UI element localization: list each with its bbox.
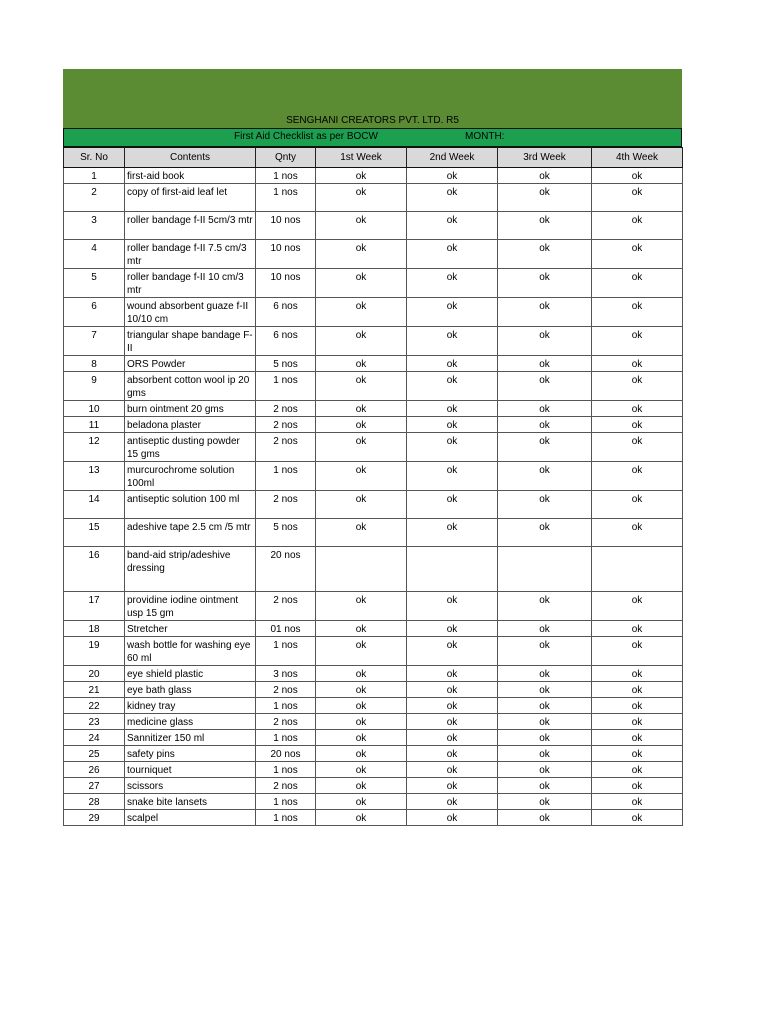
cell-contents: snake bite lansets bbox=[125, 794, 256, 810]
cell-sr-no: 24 bbox=[64, 730, 125, 746]
cell-week4: ok bbox=[592, 269, 683, 298]
table-row bbox=[64, 356, 683, 372]
table-row bbox=[64, 682, 683, 698]
cell-qnty: 2 nos bbox=[256, 682, 316, 698]
cell-week2: ok bbox=[407, 184, 498, 212]
cell-week1: ok bbox=[316, 666, 407, 682]
cell-week2: ok bbox=[407, 762, 498, 778]
cell-week4: ok bbox=[592, 746, 683, 762]
cell-week4: ok bbox=[592, 356, 683, 372]
cell-week3: ok bbox=[498, 794, 592, 810]
cell-week3: ok bbox=[498, 730, 592, 746]
cell-week3: ok bbox=[498, 762, 592, 778]
cell-week2: ok bbox=[407, 621, 498, 637]
cell-week3 bbox=[498, 547, 592, 592]
cell-qnty: 2 nos bbox=[256, 433, 316, 462]
cell-contents: adeshive tape 2.5 cm /5 mtr bbox=[125, 519, 256, 547]
cell-qnty: 1 nos bbox=[256, 637, 316, 666]
cell-week2: ok bbox=[407, 372, 498, 401]
table-row bbox=[64, 212, 683, 240]
table-row bbox=[64, 417, 683, 433]
cell-week2 bbox=[407, 547, 498, 592]
cell-contents: antiseptic solution 100 ml bbox=[125, 491, 256, 519]
cell-week3: ok bbox=[498, 240, 592, 269]
cell-week1: ok bbox=[316, 372, 407, 401]
cell-contents: scissors bbox=[125, 778, 256, 794]
cell-qnty: 6 nos bbox=[256, 298, 316, 327]
col-header-sr-no: Sr. No bbox=[64, 148, 125, 168]
table-row bbox=[64, 794, 683, 810]
cell-qnty: 1 nos bbox=[256, 462, 316, 491]
cell-week2: ok bbox=[407, 417, 498, 433]
table-row bbox=[64, 621, 683, 637]
cell-week3: ok bbox=[498, 714, 592, 730]
cell-contents: safety pins bbox=[125, 746, 256, 762]
cell-week1: ok bbox=[316, 519, 407, 547]
cell-week3: ok bbox=[498, 519, 592, 547]
checklist-title: First Aid Checklist as per BOCW bbox=[234, 131, 378, 142]
cell-contents: first-aid book bbox=[125, 168, 256, 184]
cell-week1: ok bbox=[316, 810, 407, 826]
cell-week4: ok bbox=[592, 240, 683, 269]
cell-sr-no: 4 bbox=[64, 240, 125, 269]
cell-week2: ok bbox=[407, 433, 498, 462]
cell-week1: ok bbox=[316, 762, 407, 778]
cell-week2: ok bbox=[407, 794, 498, 810]
cell-contents: triangular shape bandage F-II bbox=[125, 327, 256, 356]
table-row bbox=[64, 184, 683, 212]
table-row bbox=[64, 433, 683, 462]
cell-qnty: 2 nos bbox=[256, 592, 316, 621]
cell-sr-no: 16 bbox=[64, 547, 125, 592]
cell-sr-no: 22 bbox=[64, 698, 125, 714]
table-row bbox=[64, 592, 683, 621]
table-row bbox=[64, 666, 683, 682]
cell-week4: ok bbox=[592, 519, 683, 547]
cell-week2: ok bbox=[407, 714, 498, 730]
cell-contents: medicine glass bbox=[125, 714, 256, 730]
cell-week4: ok bbox=[592, 621, 683, 637]
cell-week2: ok bbox=[407, 519, 498, 547]
cell-week1: ok bbox=[316, 212, 407, 240]
cell-qnty: 2 nos bbox=[256, 401, 316, 417]
cell-sr-no: 10 bbox=[64, 401, 125, 417]
cell-week3: ok bbox=[498, 433, 592, 462]
cell-sr-no: 3 bbox=[64, 212, 125, 240]
cell-qnty: 1 nos bbox=[256, 794, 316, 810]
cell-sr-no: 23 bbox=[64, 714, 125, 730]
cell-week3: ok bbox=[498, 212, 592, 240]
cell-contents: beladona plaster bbox=[125, 417, 256, 433]
cell-sr-no: 20 bbox=[64, 666, 125, 682]
cell-week3: ok bbox=[498, 746, 592, 762]
cell-week2: ok bbox=[407, 637, 498, 666]
cell-week3: ok bbox=[498, 372, 592, 401]
cell-week2: ok bbox=[407, 401, 498, 417]
cell-week4: ok bbox=[592, 794, 683, 810]
cell-contents: Stretcher bbox=[125, 621, 256, 637]
cell-week2: ok bbox=[407, 746, 498, 762]
cell-sr-no: 28 bbox=[64, 794, 125, 810]
cell-week2: ok bbox=[407, 240, 498, 269]
cell-week3: ok bbox=[498, 592, 592, 621]
cell-week3: ok bbox=[498, 810, 592, 826]
cell-contents: tourniquet bbox=[125, 762, 256, 778]
cell-week4: ok bbox=[592, 298, 683, 327]
cell-week2: ok bbox=[407, 327, 498, 356]
col-header-contents: Contents bbox=[125, 148, 256, 168]
cell-week3: ok bbox=[498, 401, 592, 417]
cell-week4: ok bbox=[592, 491, 683, 519]
cell-week4: ok bbox=[592, 714, 683, 730]
cell-week3: ok bbox=[498, 417, 592, 433]
cell-sr-no: 29 bbox=[64, 810, 125, 826]
table-row bbox=[64, 762, 683, 778]
cell-week3: ok bbox=[498, 682, 592, 698]
cell-qnty: 1 nos bbox=[256, 168, 316, 184]
col-header-week1: 1st Week bbox=[316, 148, 407, 168]
cell-contents: scalpel bbox=[125, 810, 256, 826]
cell-week4: ok bbox=[592, 730, 683, 746]
table-row bbox=[64, 298, 683, 327]
table-row bbox=[64, 778, 683, 794]
cell-contents: wash bottle for washing eye 60 ml bbox=[125, 637, 256, 666]
cell-sr-no: 18 bbox=[64, 621, 125, 637]
cell-sr-no: 25 bbox=[64, 746, 125, 762]
checklist-sheet bbox=[63, 69, 682, 826]
table-row bbox=[64, 491, 683, 519]
cell-week3: ok bbox=[498, 298, 592, 327]
cell-sr-no: 8 bbox=[64, 356, 125, 372]
cell-contents: providine iodine ointment usp 15 gm bbox=[125, 592, 256, 621]
cell-qnty: 2 nos bbox=[256, 778, 316, 794]
cell-week1: ok bbox=[316, 269, 407, 298]
cell-week1: ok bbox=[316, 327, 407, 356]
cell-contents: wound absorbent guaze f-II 10/10 cm bbox=[125, 298, 256, 327]
cell-qnty: 2 nos bbox=[256, 491, 316, 519]
company-title: SENGHANI CREATORS PVT. LTD. R5 bbox=[286, 115, 459, 126]
table-row bbox=[64, 269, 683, 298]
cell-qnty: 20 nos bbox=[256, 746, 316, 762]
cell-week3: ok bbox=[498, 621, 592, 637]
table-row bbox=[64, 462, 683, 491]
cell-week1: ok bbox=[316, 356, 407, 372]
table-row bbox=[64, 372, 683, 401]
cell-week3: ok bbox=[498, 666, 592, 682]
cell-week3: ok bbox=[498, 327, 592, 356]
header-row bbox=[64, 148, 683, 168]
table-row bbox=[64, 637, 683, 666]
cell-week2: ok bbox=[407, 592, 498, 621]
cell-contents: absorbent cotton wool ip 20 gms bbox=[125, 372, 256, 401]
cell-sr-no: 5 bbox=[64, 269, 125, 298]
cell-week1: ok bbox=[316, 794, 407, 810]
cell-sr-no: 6 bbox=[64, 298, 125, 327]
cell-sr-no: 26 bbox=[64, 762, 125, 778]
cell-week1: ok bbox=[316, 746, 407, 762]
table-row bbox=[64, 519, 683, 547]
cell-week2: ok bbox=[407, 356, 498, 372]
cell-qnty: 1 nos bbox=[256, 372, 316, 401]
cell-week2: ok bbox=[407, 269, 498, 298]
cell-week3: ok bbox=[498, 356, 592, 372]
cell-week2: ok bbox=[407, 810, 498, 826]
cell-qnty: 5 nos bbox=[256, 356, 316, 372]
cell-week3: ok bbox=[498, 698, 592, 714]
cell-week1: ok bbox=[316, 184, 407, 212]
cell-contents: band-aid strip/adeshive dressing bbox=[125, 547, 256, 592]
cell-week4: ok bbox=[592, 184, 683, 212]
cell-week1: ok bbox=[316, 462, 407, 491]
cell-week1: ok bbox=[316, 592, 407, 621]
cell-sr-no: 7 bbox=[64, 327, 125, 356]
cell-contents: eye shield plastic bbox=[125, 666, 256, 682]
cell-contents: kidney tray bbox=[125, 698, 256, 714]
cell-sr-no: 27 bbox=[64, 778, 125, 794]
cell-contents: antiseptic dusting powder 15 gms bbox=[125, 433, 256, 462]
cell-sr-no: 13 bbox=[64, 462, 125, 491]
checklist-table bbox=[63, 147, 683, 826]
cell-sr-no: 1 bbox=[64, 168, 125, 184]
cell-week3: ok bbox=[498, 491, 592, 519]
cell-week4: ok bbox=[592, 810, 683, 826]
cell-week4: ok bbox=[592, 592, 683, 621]
cell-qnty: 20 nos bbox=[256, 547, 316, 592]
cell-qnty: 3 nos bbox=[256, 666, 316, 682]
cell-sr-no: 14 bbox=[64, 491, 125, 519]
cell-week4: ok bbox=[592, 666, 683, 682]
cell-week2: ok bbox=[407, 698, 498, 714]
cell-sr-no: 2 bbox=[64, 184, 125, 212]
cell-sr-no: 11 bbox=[64, 417, 125, 433]
cell-week2: ok bbox=[407, 298, 498, 327]
table-row bbox=[64, 810, 683, 826]
cell-qnty: 6 nos bbox=[256, 327, 316, 356]
cell-sr-no: 21 bbox=[64, 682, 125, 698]
month-label: MONTH: bbox=[465, 131, 505, 142]
cell-week4: ok bbox=[592, 778, 683, 794]
cell-week4: ok bbox=[592, 212, 683, 240]
subtitle-row bbox=[63, 128, 682, 147]
cell-week2: ok bbox=[407, 462, 498, 491]
cell-sr-no: 12 bbox=[64, 433, 125, 462]
title-band bbox=[63, 69, 682, 128]
cell-week1: ok bbox=[316, 778, 407, 794]
cell-week4: ok bbox=[592, 417, 683, 433]
cell-qnty: 1 nos bbox=[256, 730, 316, 746]
table-row bbox=[64, 547, 683, 592]
cell-week1: ok bbox=[316, 682, 407, 698]
table-row bbox=[64, 327, 683, 356]
cell-sr-no: 15 bbox=[64, 519, 125, 547]
cell-week1 bbox=[316, 547, 407, 592]
cell-week3: ok bbox=[498, 637, 592, 666]
cell-week4: ok bbox=[592, 698, 683, 714]
cell-qnty: 10 nos bbox=[256, 240, 316, 269]
cell-week4: ok bbox=[592, 327, 683, 356]
cell-week3: ok bbox=[498, 168, 592, 184]
cell-week2: ok bbox=[407, 491, 498, 519]
cell-week4: ok bbox=[592, 462, 683, 491]
cell-week1: ok bbox=[316, 401, 407, 417]
table-row bbox=[64, 168, 683, 184]
cell-qnty: 5 nos bbox=[256, 519, 316, 547]
cell-week3: ok bbox=[498, 184, 592, 212]
table-row bbox=[64, 746, 683, 762]
cell-sr-no: 9 bbox=[64, 372, 125, 401]
cell-week2: ok bbox=[407, 778, 498, 794]
table-row bbox=[64, 714, 683, 730]
cell-qnty: 10 nos bbox=[256, 269, 316, 298]
cell-qnty: 1 nos bbox=[256, 698, 316, 714]
cell-week4: ok bbox=[592, 372, 683, 401]
cell-week1: ok bbox=[316, 491, 407, 519]
cell-contents: roller bandage f-II 7.5 cm/3 mtr bbox=[125, 240, 256, 269]
table-row bbox=[64, 730, 683, 746]
cell-week4: ok bbox=[592, 637, 683, 666]
cell-week1: ok bbox=[316, 168, 407, 184]
table-row bbox=[64, 698, 683, 714]
cell-week1: ok bbox=[316, 240, 407, 269]
cell-week1: ok bbox=[316, 730, 407, 746]
cell-qnty: 1 nos bbox=[256, 810, 316, 826]
cell-week3: ok bbox=[498, 462, 592, 491]
cell-qnty: 10 nos bbox=[256, 212, 316, 240]
cell-week2: ok bbox=[407, 730, 498, 746]
cell-sr-no: 19 bbox=[64, 637, 125, 666]
cell-contents: roller bandage f-II 5cm/3 mtr bbox=[125, 212, 256, 240]
cell-qnty: 2 nos bbox=[256, 417, 316, 433]
cell-week1: ok bbox=[316, 298, 407, 327]
cell-contents: burn ointment 20 gms bbox=[125, 401, 256, 417]
col-header-qnty: Qnty bbox=[256, 148, 316, 168]
cell-qnty: 01 nos bbox=[256, 621, 316, 637]
cell-week4: ok bbox=[592, 433, 683, 462]
col-header-week2: 2nd Week bbox=[407, 148, 498, 168]
cell-week1: ok bbox=[316, 698, 407, 714]
cell-week2: ok bbox=[407, 666, 498, 682]
cell-week1: ok bbox=[316, 714, 407, 730]
col-header-week3: 3rd Week bbox=[498, 148, 592, 168]
cell-week3: ok bbox=[498, 269, 592, 298]
table-row bbox=[64, 401, 683, 417]
col-header-week4: 4th Week bbox=[592, 148, 683, 168]
cell-week4: ok bbox=[592, 401, 683, 417]
cell-sr-no: 17 bbox=[64, 592, 125, 621]
cell-week4: ok bbox=[592, 762, 683, 778]
cell-qnty: 1 nos bbox=[256, 762, 316, 778]
cell-week1: ok bbox=[316, 637, 407, 666]
cell-contents: Sannitizer 150 ml bbox=[125, 730, 256, 746]
cell-week1: ok bbox=[316, 621, 407, 637]
cell-week2: ok bbox=[407, 168, 498, 184]
cell-week2: ok bbox=[407, 682, 498, 698]
cell-contents: murcurochrome solution 100ml bbox=[125, 462, 256, 491]
cell-week1: ok bbox=[316, 433, 407, 462]
cell-week4 bbox=[592, 547, 683, 592]
cell-contents: eye bath glass bbox=[125, 682, 256, 698]
cell-qnty: 2 nos bbox=[256, 714, 316, 730]
table-row bbox=[64, 240, 683, 269]
cell-contents: ORS Powder bbox=[125, 356, 256, 372]
cell-week4: ok bbox=[592, 168, 683, 184]
cell-week3: ok bbox=[498, 778, 592, 794]
cell-week4: ok bbox=[592, 682, 683, 698]
cell-qnty: 1 nos bbox=[256, 184, 316, 212]
cell-week1: ok bbox=[316, 417, 407, 433]
cell-contents: roller bandage f-II 10 cm/3 mtr bbox=[125, 269, 256, 298]
cell-contents: copy of first-aid leaf let bbox=[125, 184, 256, 212]
cell-week2: ok bbox=[407, 212, 498, 240]
